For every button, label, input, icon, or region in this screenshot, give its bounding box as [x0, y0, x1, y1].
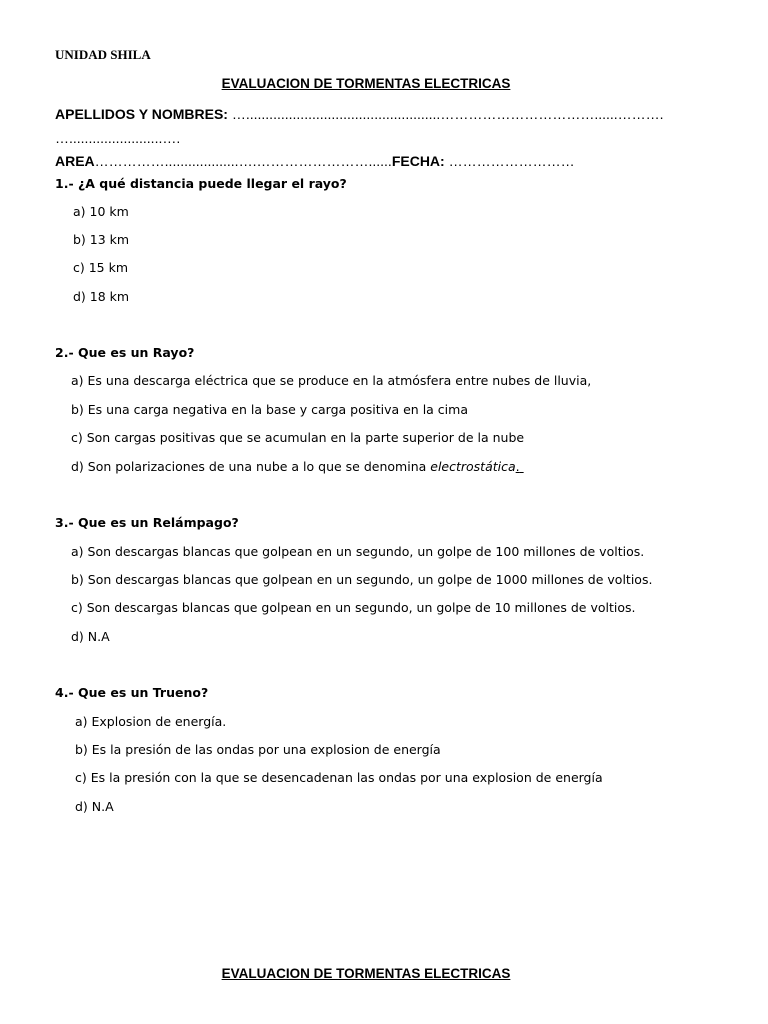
date-label: FECHA:: [391, 153, 445, 169]
question-1-option-c: c) 15 km: [73, 260, 129, 275]
question-4: 4.- Que es un Trueno?: [55, 685, 209, 700]
question-3-option-a: a) Son descargas blancas que golpean en un segundo, un golpe de 100 millones de voltios.: [71, 544, 645, 559]
question-2-option-a: a) Es una descarga eléctrica que se produce en la atmósfera entre nubes de lluvia,: [71, 373, 592, 388]
question-2-option-d-end: .: [515, 459, 520, 474]
area-date-field: [55, 153, 575, 169]
name-label: APELLIDOS Y NOMBRES:: [55, 106, 228, 122]
question-2-option-d-text: d) Son polarizaciones de una nube a lo que se denomina: [71, 459, 431, 474]
question-1: 1.- ¿A qué distancia puede llegar el rayo?: [55, 176, 347, 191]
question-2: 2.- Que es un Rayo?: [55, 345, 195, 360]
question-1-option-d: d) 18 km: [73, 289, 130, 304]
question-2-option-b: b) Es una carga negativa en la base y carga positiva en la cima: [71, 402, 468, 417]
name-dots-continued: …........................….: [55, 130, 181, 146]
question-3: 3.- Que es un Relámpago?: [55, 515, 239, 530]
question-1-option-b: b) 13 km: [73, 232, 130, 247]
exam-title: EVALUACION DE TORMENTAS ELECTRICAS: [221, 76, 511, 91]
date-dots: ………………………: [444, 153, 575, 169]
area-dots: ……………...................….……………………......: [94, 153, 392, 169]
question-1-option-a: a) 10 km: [73, 204, 129, 219]
question-2-option-d-term: electrostática: [430, 459, 516, 474]
question-3-option-b: b) Son descargas blancas que golpean en un segundo, un golpe de 1000 millones de voltios.: [71, 572, 653, 587]
question-4-option-b: b) Es la presión de las ondas por una explosion de energía: [75, 742, 441, 757]
school-name: UNIDAD SHILA: [55, 47, 151, 62]
name-field: [55, 106, 664, 122]
name-dots: …..................................................……………………………......……….: [227, 106, 664, 122]
question-3-option-d: d) N.A: [71, 629, 110, 644]
question-4-option-a: a) Explosion de energía.: [75, 714, 227, 729]
question-2-option-c: c) Son cargas positivas que se acumulan en la parte superior de la nube: [71, 430, 525, 445]
question-3-option-c: c) Son descargas blancas que golpean en un segundo, un golpe de 10 millones de voltios.: [71, 600, 636, 615]
area-label: AREA: [55, 153, 95, 169]
exam-title-bottom: EVALUACION DE TORMENTAS ELECTRICAS: [221, 966, 511, 981]
question-4-option-c: c) Es la presión con la que se desencadenan las ondas por una explosion de energía: [75, 770, 603, 785]
question-4-option-d: d) N.A: [75, 799, 114, 814]
question-2-option-d: [71, 459, 524, 474]
